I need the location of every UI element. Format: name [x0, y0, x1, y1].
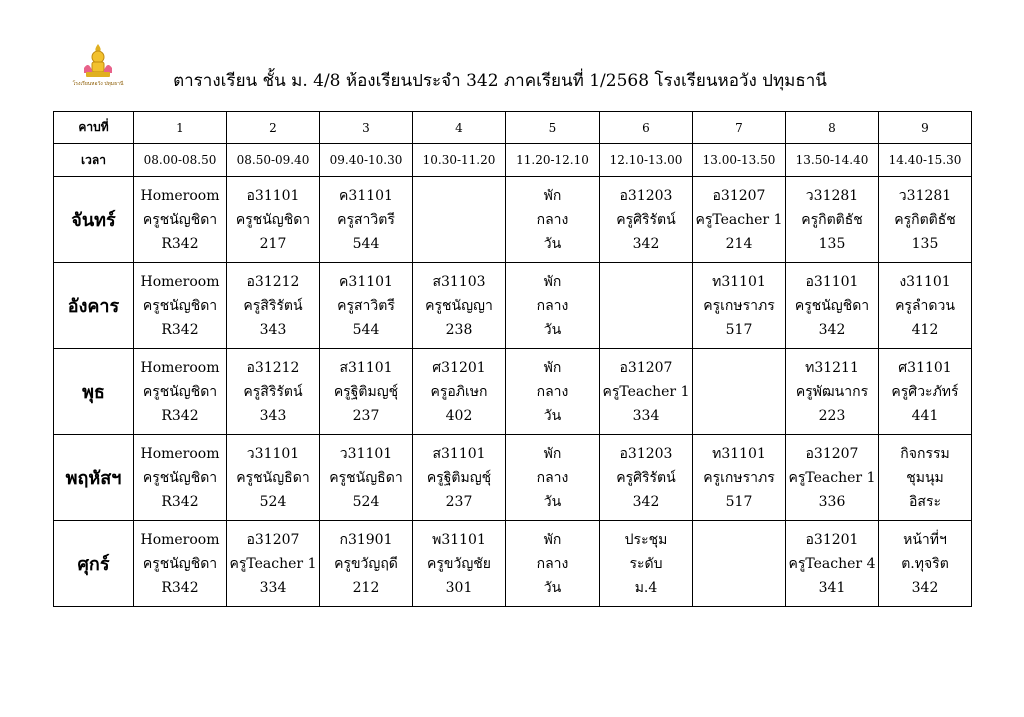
subject-code: พัก: [543, 531, 562, 548]
subject-code: Homeroom: [140, 273, 220, 290]
room-number: 334: [259, 579, 287, 596]
room-number: วัน: [543, 579, 562, 596]
subject-code: Homeroom: [140, 359, 220, 376]
room-number: 238: [445, 321, 473, 338]
class-cell: [413, 435, 506, 521]
room-number: 135: [818, 235, 846, 252]
room-number: 441: [911, 407, 939, 424]
subject-code: ก31901: [339, 531, 393, 548]
class-cell: [879, 177, 972, 263]
subject-code: ท31101: [712, 445, 766, 462]
period-time: 11.20-12.10: [506, 144, 600, 177]
class-cell: [506, 177, 600, 263]
class-cell: [600, 521, 693, 607]
time-row: [54, 144, 972, 177]
room-number: R342: [161, 321, 199, 338]
teacher-name: ครูชนัญชิดา: [142, 383, 218, 400]
day-row: [54, 177, 972, 263]
room-number: 342: [632, 493, 660, 510]
school-emblem-icon: [72, 42, 124, 88]
day-name: พฤหัสฯ: [54, 435, 134, 521]
class-cell: [786, 263, 879, 349]
room-number: 343: [259, 407, 287, 424]
room-number: 135: [911, 235, 939, 252]
class-cell: [320, 263, 413, 349]
class-cell: [693, 349, 786, 435]
teacher-name: ครูชนัญชิดา: [142, 297, 218, 314]
subject-code: ค31101: [339, 273, 393, 290]
subject-code: พัก: [543, 445, 562, 462]
teacher-name: ครูชนัญชิดา: [142, 469, 218, 486]
class-cell: [693, 435, 786, 521]
subject-code: อ31212: [246, 359, 300, 376]
room-number: 336: [818, 493, 846, 510]
class-cell: [600, 263, 693, 349]
class-cell: [134, 435, 227, 521]
class-cell: [227, 435, 320, 521]
room-number: 524: [352, 493, 380, 510]
teacher-name: ครูสาวิตรี: [337, 211, 395, 228]
class-cell: [134, 349, 227, 435]
subject-code: อ31201: [805, 531, 859, 548]
teacher-name: ครูศิริรัตน์: [616, 469, 676, 486]
subject-code: อ31207: [712, 187, 766, 204]
class-cell: [600, 435, 693, 521]
period-time: 12.10-13.00: [600, 144, 693, 177]
class-cell: [786, 521, 879, 607]
subject-code: Homeroom: [140, 187, 220, 204]
subject-code: พัก: [543, 359, 562, 376]
day-name: จันทร์: [54, 177, 134, 263]
room-number: 214: [725, 235, 753, 252]
subject-code: ว31281: [898, 187, 952, 204]
class-cell: [320, 435, 413, 521]
teacher-name: ครูชนัญชิดา: [142, 211, 218, 228]
subject-code: Homeroom: [140, 531, 220, 548]
subject-code: พ31101: [432, 531, 486, 548]
teacher-name: ต.ทุจริต: [901, 555, 949, 572]
class-cell: [786, 435, 879, 521]
subject-code: พัก: [543, 273, 562, 290]
subject-code: Homeroom: [140, 445, 220, 462]
day-name: พุธ: [54, 349, 134, 435]
day-name: ศุกร์: [54, 521, 134, 607]
class-cell: [320, 349, 413, 435]
room-number: R342: [161, 407, 199, 424]
teacher-name: ครูชนัญชิดา: [142, 555, 218, 572]
period-time: 13.50-14.40: [786, 144, 879, 177]
subject-code: อ31101: [805, 273, 859, 290]
room-number: 237: [445, 493, 473, 510]
room-number: 544: [352, 321, 380, 338]
subject-code: ส31101: [339, 359, 393, 376]
period-number: 1: [134, 112, 227, 144]
class-cell: [693, 521, 786, 607]
teacher-name: ครูขวัญฤดี: [334, 555, 398, 572]
period-time: 14.40-15.30: [879, 144, 972, 177]
timetable-body: [54, 112, 972, 607]
room-number: 412: [911, 321, 939, 338]
teacher-name: ครูชนัญธิดา: [329, 469, 403, 486]
class-cell: [134, 263, 227, 349]
teacher-name: กลาง: [536, 383, 569, 400]
teacher-name: กลาง: [536, 297, 569, 314]
teacher-name: ครูชนัญธิดา: [236, 469, 310, 486]
teacher-name: ครูชนัญชิดา: [794, 297, 870, 314]
teacher-name: กลาง: [536, 211, 569, 228]
teacher-name: ครูสิริรัตน์: [243, 297, 303, 314]
subject-code: ว31101: [339, 445, 393, 462]
room-number: 217: [259, 235, 287, 252]
subject-code: ง31101: [899, 273, 951, 290]
day-row: [54, 521, 972, 607]
subject-code: อ31207: [805, 445, 859, 462]
room-number: 223: [818, 407, 846, 424]
class-cell: [600, 177, 693, 263]
room-number: 341: [818, 579, 846, 596]
teacher-name: ครูพัฒนากร: [795, 383, 869, 400]
class-cell: [693, 263, 786, 349]
class-cell: [227, 263, 320, 349]
class-cell: [786, 349, 879, 435]
room-number: วัน: [543, 493, 562, 510]
period-number: 9: [879, 112, 972, 144]
room-number: 544: [352, 235, 380, 252]
day-row: [54, 435, 972, 521]
teacher-name: ครูสิริรัตน์: [243, 383, 303, 400]
period-number: 2: [227, 112, 320, 144]
subject-code: อ31207: [619, 359, 673, 376]
page-title: ตารางเรียน ชั้น ม. 4/8 ห้องเรียนประจำ 342 ภาคเรียนที่ 1/2568 โรงเรียนหอวัง ปทุมธานี: [173, 71, 827, 91]
subject-code: อ31212: [246, 273, 300, 290]
subject-code: หน้าที่ฯ: [903, 531, 947, 548]
class-cell: [506, 263, 600, 349]
subject-code: อ31101: [246, 187, 300, 204]
subject-code: ศ31201: [432, 359, 486, 376]
teacher-name: ครูสาวิตรี: [337, 297, 395, 314]
teacher-name: ครูชนัญชิดา: [235, 211, 311, 228]
class-cell: [506, 349, 600, 435]
room-number: R342: [161, 235, 199, 252]
teacher-name: ครูฐิติมญชุ์: [426, 469, 492, 486]
period-label: คาบที่: [54, 112, 134, 144]
teacher-name: กลาง: [536, 555, 569, 572]
teacher-name: ครูTeacher 1: [695, 211, 783, 228]
room-number: 212: [352, 579, 380, 596]
class-cell: [506, 435, 600, 521]
teacher-name: ครูลำดวน: [895, 297, 955, 314]
day-row: [54, 349, 972, 435]
period-number: 6: [600, 112, 693, 144]
class-cell: [134, 521, 227, 607]
room-number: 342: [632, 235, 660, 252]
class-cell: [693, 177, 786, 263]
room-number: 301: [445, 579, 473, 596]
teacher-name: ครูอภิเษก: [430, 383, 488, 400]
room-number: R342: [161, 579, 199, 596]
room-number: 342: [818, 321, 846, 338]
class-cell: [413, 349, 506, 435]
class-cell: [879, 263, 972, 349]
room-number: 402: [445, 407, 473, 424]
teacher-name: ครูชนัญญา: [425, 297, 493, 314]
room-number: 524: [259, 493, 287, 510]
subject-code: อ31203: [619, 445, 673, 462]
teacher-name: ครูฐิติมญชุ์: [333, 383, 399, 400]
teacher-name: ครูกิตติธัช: [801, 211, 863, 228]
class-cell: [227, 349, 320, 435]
class-cell: [227, 177, 320, 263]
period-time: 08.00-08.50: [134, 144, 227, 177]
teacher-name: ครูTeacher 1: [229, 555, 317, 572]
teacher-name: กลาง: [536, 469, 569, 486]
class-cell: [413, 177, 506, 263]
room-number: วัน: [543, 321, 562, 338]
class-cell: [879, 521, 972, 607]
class-cell: [413, 521, 506, 607]
subject-code: ท31101: [712, 273, 766, 290]
room-number: 342: [911, 579, 939, 596]
class-cell: [320, 177, 413, 263]
period-time: 08.50-09.40: [227, 144, 320, 177]
room-number: 334: [632, 407, 660, 424]
subject-code: อ31203: [619, 187, 673, 204]
period-number: 4: [413, 112, 506, 144]
period-number: 5: [506, 112, 600, 144]
subject-code: ค31101: [339, 187, 393, 204]
teacher-name: ครูศิริรัตน์: [616, 211, 676, 228]
teacher-name: ครูTeacher 4: [788, 555, 876, 572]
period-time: 13.00-13.50: [693, 144, 786, 177]
period-number: 3: [320, 112, 413, 144]
room-number: 517: [725, 321, 753, 338]
subject-code: ส31103: [432, 273, 486, 290]
teacher-name: ระดับ: [629, 555, 663, 572]
subject-code: ท31211: [805, 359, 859, 376]
period-row: [54, 112, 972, 144]
period-number: 7: [693, 112, 786, 144]
timetable: [53, 111, 972, 607]
room-number: 517: [725, 493, 753, 510]
teacher-name: ชุมนุม: [906, 469, 944, 486]
room-number: 237: [352, 407, 380, 424]
subject-code: กิจกรรม: [900, 445, 950, 462]
svg-text:โรงเรียนหอวัง ปทุมธานี: โรงเรียนหอวัง ปทุมธานี: [72, 81, 124, 87]
class-cell: [600, 349, 693, 435]
subject-code: ส31101: [432, 445, 486, 462]
teacher-name: ครูเกษราภร: [703, 469, 775, 486]
class-cell: [879, 349, 972, 435]
subject-code: ศ31101: [898, 359, 952, 376]
class-cell: [227, 521, 320, 607]
room-number: อิสระ: [909, 493, 941, 510]
class-cell: [879, 435, 972, 521]
subject-code: พัก: [543, 187, 562, 204]
teacher-name: ครูTeacher 1: [602, 383, 690, 400]
class-cell: [506, 521, 600, 607]
room-number: ม.4: [634, 579, 658, 596]
class-cell: [320, 521, 413, 607]
subject-code: ว31101: [246, 445, 300, 462]
period-time: 09.40-10.30: [320, 144, 413, 177]
teacher-name: ครูเกษราภร: [703, 297, 775, 314]
day-row: [54, 263, 972, 349]
subject-code: ประชุม: [624, 531, 668, 548]
subject-code: อ31207: [246, 531, 300, 548]
teacher-name: ครูขวัญชัย: [427, 555, 491, 572]
room-number: วัน: [543, 235, 562, 252]
subject-code: ว31281: [805, 187, 859, 204]
period-time: 10.30-11.20: [413, 144, 506, 177]
day-name: อังคาร: [54, 263, 134, 349]
class-cell: [134, 177, 227, 263]
time-label: เวลา: [54, 144, 134, 177]
class-cell: [413, 263, 506, 349]
teacher-name: ครูTeacher 1: [788, 469, 876, 486]
class-cell: [786, 177, 879, 263]
room-number: 343: [259, 321, 287, 338]
teacher-name: ครูศิวะภัทร์: [891, 383, 959, 400]
room-number: R342: [161, 493, 199, 510]
period-number: 8: [786, 112, 879, 144]
teacher-name: ครูกิตติธัช: [894, 211, 956, 228]
room-number: วัน: [543, 407, 562, 424]
